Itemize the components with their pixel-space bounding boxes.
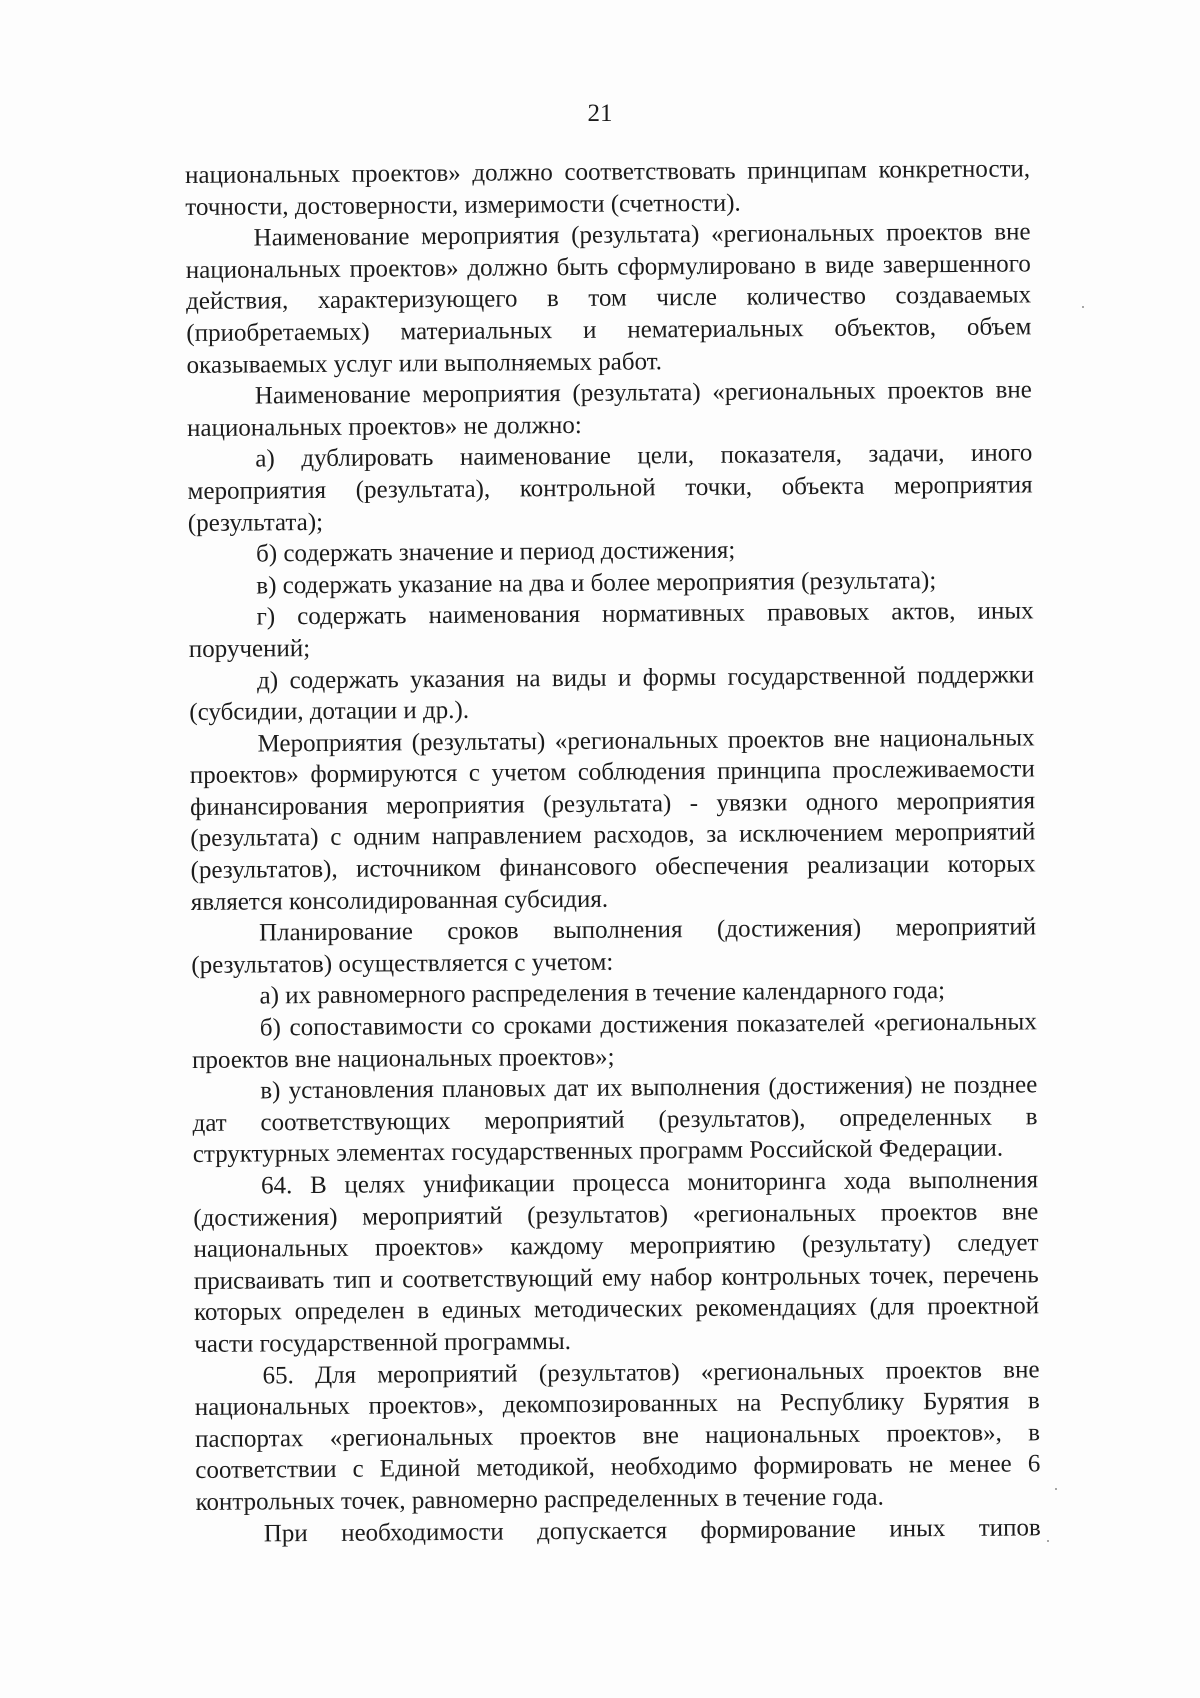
list-item-v-two-events: в) содержать указание на два и более мероприятия (результата); (256, 566, 937, 600)
paragraph-planning-deadlines: Планирование сроков выполнения (достижения) мероприятий (результатов) осуществляется с учетом: (191, 913, 1037, 979)
paragraph-other-types: При необходимости допускается формирование иных типов (263, 1513, 1041, 1547)
scan-speck (1082, 306, 1084, 308)
list-item-d-state-support: д) содержать указания на виды и формы государственной поддержки (субсидии, дотации и др.). (189, 660, 1035, 727)
list-item-v-planned-dates: в) установления плановых дат их выполнения (достижения) не позднее дат соответствующих мероприятий (результатов), определенных в структурных элементах государственных программ Российской Федерации. (192, 1071, 1038, 1169)
scan-speck (1055, 1488, 1057, 1490)
list-item-a-duplicate: а) дублировать наименование цели, показателя, задачи, иного мероприятия (результата), контрольной точки, объекта мероприятия (результата); (187, 439, 1033, 537)
document-body (185, 153, 1041, 1550)
paragraph-continuation: национальных проектов» должно соответствовать принципам конкретности, точности, достоверности, измеримости (счетности). (185, 155, 1031, 221)
list-item-a-uniform-distribution: а) их равномерного распределения в течение календарного года; (259, 977, 946, 1010)
paragraph-name-requirements: Наименование мероприятия (результата) «региональных проектов вне национальных проектов» должно быть сформулировано в виде завершенного действия, характеризующего в том числе количество создаваемых (приобретаемых) материальных и нематериальных объектов, объем оказываемых услуг или выполняемых работ. (185, 218, 1032, 379)
clause-64: 64. В целях унификации процесса мониторинга хода выполнения (достижения) мероприятий (результатов) «региональных проектов вне национальных проектов» каждому мероприятию (результату) следует присваивать тип и соответствующий ему набор контрольных точек, перечень которых определен в единых методических рекомендациях (для проектной части государственной программы. (193, 1166, 1040, 1358)
paragraph-traceability: Мероприятия (результаты) «региональных проектов вне национальных проектов» формируются с учетом соблюдения принципа прослеживаемости финансирования мероприятия (результата) - увязки одного мероприятия (результата) с одним направлением расходов, за исключением мероприятий (результатов), источником финансового обеспечения реализации которых является консолидированная субсидия. (189, 724, 1036, 916)
clause-65: 65. Для мероприятий (результатов) «региональных проектов вне национальных проектов», декомпозированных на Республику Бурятия в паспортах «региональных проектов вне национальных проектов», в соответствии с Единой методикой, необходимо формировать не менее 6 контрольных точек, равномерно распределенных в течение года. (194, 1355, 1041, 1516)
page-number: 21 (587, 100, 613, 127)
paragraph-name-restrictions: Наименование мероприятия (результата) «региональных проектов вне национальных проектов» не должно: (187, 376, 1032, 442)
list-item-b-value-period: б) содержать значение и период достижения; (255, 536, 736, 568)
scan-speck (1047, 1540, 1049, 1542)
list-item-g-legal-acts: г) содержать наименования нормативных правовых актов, иных поручений; (188, 597, 1034, 663)
list-item-b-comparability: б) сопоставимости со сроками достижения показателей «региональных проектов вне национальных проектов»; (191, 1008, 1037, 1074)
